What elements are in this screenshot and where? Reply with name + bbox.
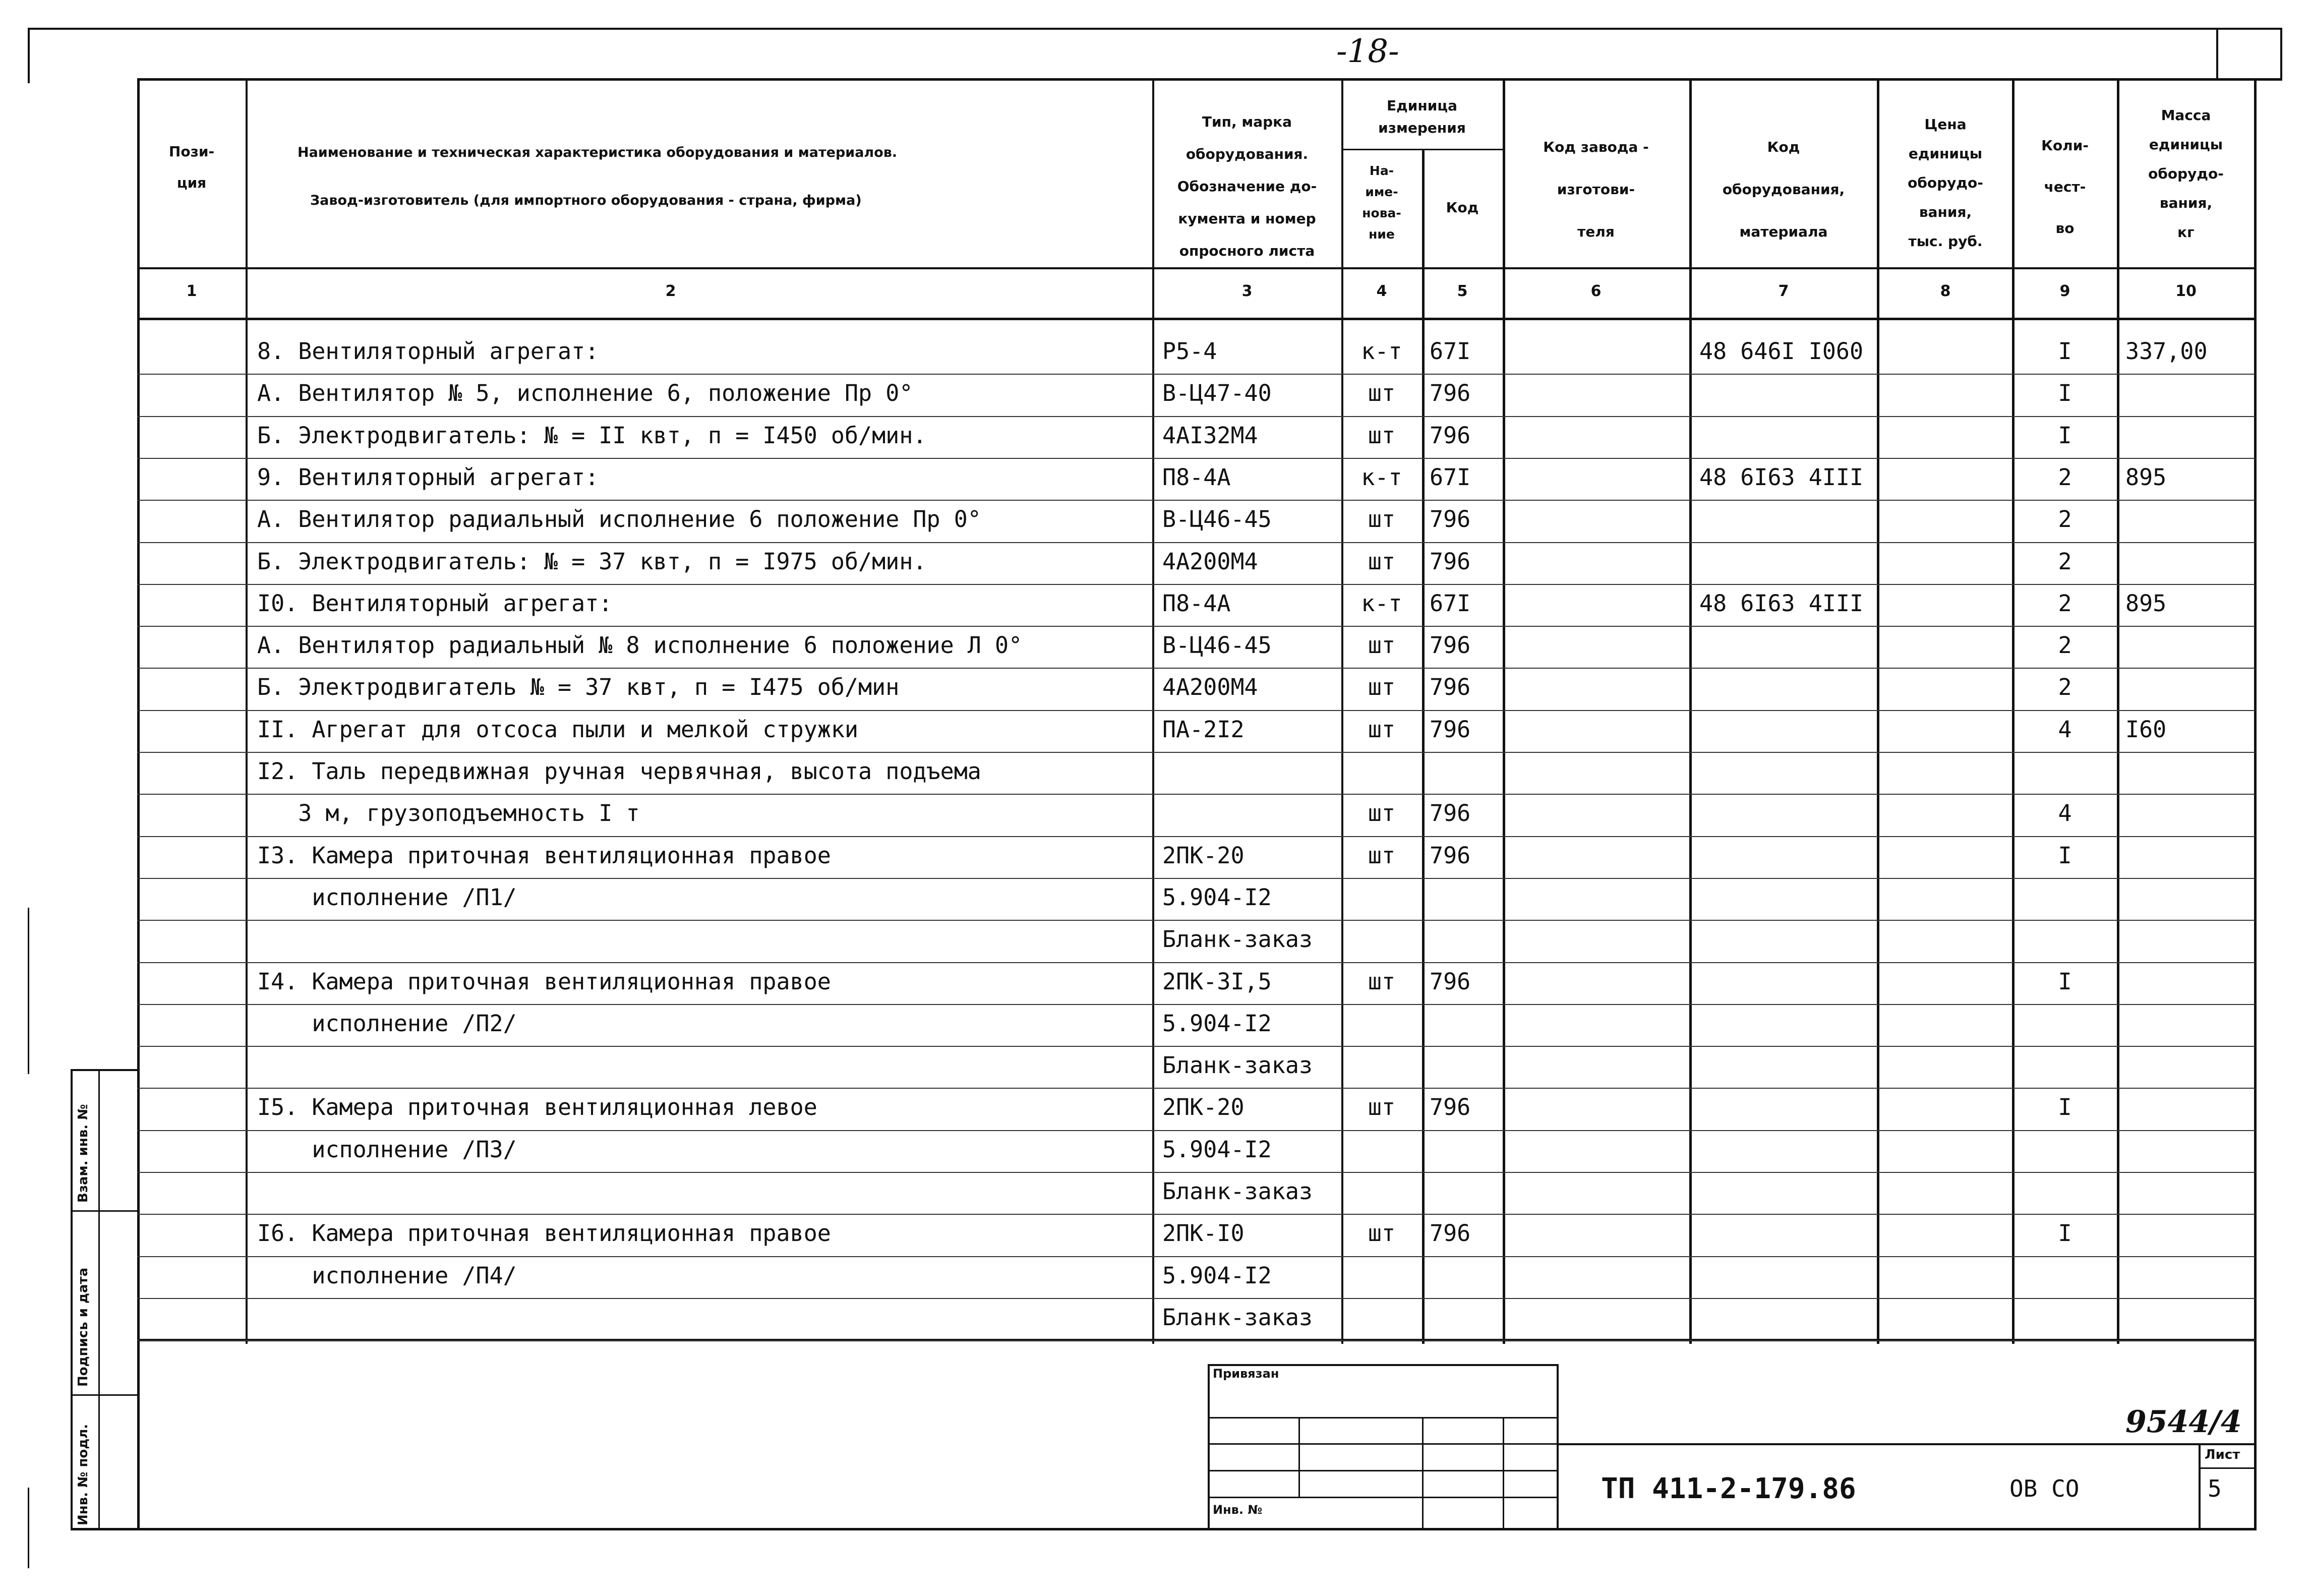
row-quantity: I <box>2058 968 2072 995</box>
header-col7: Код оборудования, материала <box>1722 139 1845 240</box>
header-col9: Коли- чест- во <box>2041 137 2089 237</box>
row-divider <box>137 500 2255 501</box>
row-divider <box>137 1004 2255 1005</box>
row-type: П8-4А <box>1162 464 1231 491</box>
header-unit-group: Единица измерения <box>1378 97 1466 136</box>
stamp-box-top <box>1208 1364 1558 1366</box>
stamp-box-left <box>1208 1364 1210 1530</box>
header-col2: Наименование и техническая характеристика оборудования и материалов. Завод-изготовитель (для импортного оборудования - страна, фирма) <box>298 145 898 208</box>
row-divider <box>137 1340 2255 1341</box>
row-name: А. Вентилятор № 5, исполнение 6, положение Пр 0° <box>257 380 913 406</box>
row-quantity: 2 <box>2058 506 2072 533</box>
row-equipment-code: 48 6I63 4III <box>1699 590 1864 617</box>
page-number: -18- <box>1336 33 1399 70</box>
sheet-label: Лист <box>2205 1447 2240 1462</box>
row-type: 5.904-I2 <box>1162 1010 1272 1037</box>
row-unit: к-т <box>1361 338 1402 365</box>
row-type: Бланк-заказ <box>1162 1052 1313 1079</box>
colnum-5: 5 <box>1457 282 1468 300</box>
row-mass: 895 <box>2125 464 2167 491</box>
row-name: А. Вентилятор радиальный № 8 исполнение 6 положение Л 0° <box>257 632 1023 659</box>
side-stamp-mid <box>98 1069 100 1530</box>
row-quantity: 4 <box>2058 716 2072 743</box>
row-type: В-Ц47-40 <box>1162 380 1272 406</box>
row-unit: к-т <box>1361 464 1402 491</box>
row-unit-code: 67I <box>1430 590 1471 617</box>
header-bottom-line <box>137 267 2255 269</box>
stamp-line-4 <box>1208 1497 1558 1498</box>
row-equipment-code: 48 6I63 4III <box>1699 464 1864 491</box>
header-col6: Код завода - изготови- теля <box>1543 139 1649 240</box>
row-unit-code: 796 <box>1430 800 1471 826</box>
row-unit-code: 796 <box>1430 506 1471 533</box>
row-type: 5.904-I2 <box>1162 1136 1272 1163</box>
row-name: 8. Вентиляторный агрегат: <box>257 338 599 365</box>
header-col1: Пози- ция <box>168 143 215 191</box>
side-stamp-top <box>71 1069 139 1071</box>
row-unit: шт <box>1368 506 1396 533</box>
row-unit: шт <box>1368 842 1396 869</box>
row-divider <box>137 1256 2255 1257</box>
row-name: А. Вентилятор радиальный исполнение 6 положение Пр 0° <box>257 506 981 533</box>
row-type: 2ПК-3I,5 <box>1162 968 1272 995</box>
row-unit-code: 796 <box>1430 422 1471 449</box>
side-label-podpis: Подпись и дата <box>76 1267 91 1387</box>
row-type: П8-4А <box>1162 590 1231 617</box>
row-mass: I60 <box>2125 716 2167 743</box>
colnum-6: 6 <box>1590 282 1602 300</box>
sheet-box-mid <box>2199 1467 2255 1469</box>
row-name: I4. Камера приточная вентиляционная правое <box>257 968 831 995</box>
row-unit-code: 67I <box>1430 338 1471 365</box>
row-divider <box>137 542 2255 543</box>
row-type: 5.904-I2 <box>1162 884 1272 911</box>
row-type: 2ПК-I0 <box>1162 1220 1245 1247</box>
outer-frame-left <box>28 28 30 83</box>
row-quantity: 4 <box>2058 800 2072 826</box>
main-frame-left <box>137 78 140 1530</box>
row-divider <box>137 962 2255 963</box>
main-frame-bottom <box>71 1528 2257 1530</box>
header-col10: Масса единицы оборудо- вания, кг <box>2148 107 2224 241</box>
row-quantity: I <box>2058 1094 2072 1120</box>
row-type: 4АI32М4 <box>1162 422 1258 449</box>
doc-code: ТП 411-2-179.86 <box>1601 1472 1856 1505</box>
row-quantity: 2 <box>2058 632 2072 659</box>
row-quantity: I <box>2058 380 2072 406</box>
row-name: Б. Электродвигатель № = 37 квт, п = I475 об/мин <box>257 674 900 700</box>
unit-group-line <box>1341 149 1503 150</box>
colnum-4: 4 <box>1376 282 1387 300</box>
row-unit-code: 796 <box>1430 716 1471 743</box>
row-divider <box>137 1298 2255 1299</box>
row-unit-code: 796 <box>1430 1094 1471 1120</box>
margin-mark <box>28 908 29 1074</box>
stamp-vline-2 <box>1422 1417 1424 1530</box>
row-divider <box>137 584 2255 585</box>
row-type: 2ПК-20 <box>1162 842 1245 869</box>
row-divider <box>137 1130 2255 1131</box>
row-quantity: I <box>2058 842 2072 869</box>
row-unit-code: 796 <box>1430 674 1471 700</box>
row-divider <box>137 1088 2255 1089</box>
row-type: 5.904-I2 <box>1162 1262 1272 1289</box>
row-type: В-Ц46-45 <box>1162 506 1272 533</box>
row-unit: шт <box>1368 422 1396 449</box>
row-unit: шт <box>1368 380 1396 406</box>
row-name: исполнение /П3/ <box>257 1136 517 1163</box>
row-quantity: I <box>2058 338 2072 365</box>
row-unit: шт <box>1368 632 1396 659</box>
archive-number: 9544/4 <box>2125 1404 2242 1440</box>
row-quantity: 2 <box>2058 464 2072 491</box>
row-name: I6. Камера приточная вентиляционная правое <box>257 1220 831 1247</box>
row-quantity: I <box>2058 422 2072 449</box>
row-quantity: 2 <box>2058 674 2072 700</box>
title-block-top <box>1557 1443 2255 1445</box>
stamp-inv-no: Инв. № <box>1213 1503 1263 1517</box>
row-type: Р5-4 <box>1162 338 1217 365</box>
side-stamp-left <box>71 1069 73 1530</box>
row-divider <box>137 374 2255 375</box>
colnum-9: 9 <box>2059 282 2070 300</box>
row-unit: шт <box>1368 800 1396 826</box>
row-quantity: I <box>2058 1220 2072 1247</box>
stamp-vline-1 <box>1298 1417 1300 1498</box>
row-name: Б. Электродвигатель: № = 37 квт, п = I975 об/мин. <box>257 548 927 575</box>
row-name: исполнение /П4/ <box>257 1262 517 1289</box>
row-divider <box>137 1214 2255 1215</box>
row-unit: шт <box>1368 1220 1396 1247</box>
row-unit: к-т <box>1361 590 1402 617</box>
header-col3: Тип, марка оборудования. Обозначение до- кумента и номер опросного листа <box>1177 113 1317 259</box>
row-name: II. Агрегат для отсоса пыли и мелкой стружки <box>257 716 859 743</box>
colnum-bottom-line <box>137 318 2255 320</box>
section-code: ОВ СО <box>2009 1475 2080 1502</box>
sheet-number: 5 <box>2208 1475 2222 1502</box>
row-divider <box>137 416 2255 417</box>
colnum-1: 1 <box>186 282 197 300</box>
colnum-3: 3 <box>1241 282 1253 300</box>
row-divider <box>137 752 2255 753</box>
row-divider <box>137 1172 2255 1173</box>
row-unit-code: 796 <box>1430 842 1471 869</box>
row-divider <box>137 920 2255 921</box>
side-label-inv: Инв. № подл. <box>76 1424 91 1525</box>
row-unit-code: 796 <box>1430 632 1471 659</box>
row-equipment-code: 48 646I I060 <box>1699 338 1864 365</box>
row-name: I0. Вентиляторный агрегат: <box>257 590 613 617</box>
row-unit: шт <box>1368 548 1396 575</box>
side-stamp-div-2 <box>71 1394 139 1396</box>
stamp-line-1 <box>1208 1417 1558 1418</box>
row-name: I5. Камера приточная вентиляционная левое <box>257 1094 817 1120</box>
corner-box-right <box>2280 28 2282 81</box>
row-type: 4А200М4 <box>1162 548 1258 575</box>
row-divider <box>137 668 2255 669</box>
row-type: ПА-2I2 <box>1162 716 1245 743</box>
header-col4: На- име- нова- ние <box>1362 163 1401 242</box>
sheet-box-left <box>2199 1443 2201 1529</box>
row-divider <box>137 710 2255 711</box>
row-divider <box>137 836 2255 837</box>
row-type: 4А200М4 <box>1162 674 1258 700</box>
outer-frame-top <box>28 28 2282 30</box>
stamp-privyazan: Привязан <box>1213 1367 1279 1381</box>
stamp-vline-3 <box>1503 1417 1504 1530</box>
row-quantity: 2 <box>2058 590 2072 617</box>
row-unit: шт <box>1368 716 1396 743</box>
stamp-line-3 <box>1208 1470 1558 1471</box>
row-divider <box>137 878 2255 879</box>
header-col5: Код <box>1446 199 1479 216</box>
row-divider <box>137 626 2255 627</box>
row-name: I3. Камера приточная вентиляционная правое <box>257 842 831 869</box>
stamp-box-right <box>1557 1364 1559 1530</box>
row-mass: 337,00 <box>2125 338 2208 365</box>
row-unit: шт <box>1368 968 1396 995</box>
row-divider <box>137 458 2255 459</box>
col-line-4 <box>1422 149 1425 1344</box>
row-unit: шт <box>1368 1094 1396 1120</box>
main-frame-right <box>2254 78 2257 1530</box>
row-name: I2. Таль передвижная ручная червячная, высота подъема <box>257 758 981 785</box>
row-name: 9. Вентиляторный агрегат: <box>257 464 599 491</box>
side-label-vzam: Взам. инв. № <box>76 1104 91 1203</box>
row-mass: 895 <box>2125 590 2167 617</box>
row-unit-code: 796 <box>1430 548 1471 575</box>
corner-box-left <box>2216 28 2218 81</box>
row-unit-code: 796 <box>1430 1220 1471 1247</box>
row-quantity: 2 <box>2058 548 2072 575</box>
colnum-10: 10 <box>2175 282 2197 300</box>
row-divider <box>137 794 2255 795</box>
row-unit: шт <box>1368 674 1396 700</box>
colnum-8: 8 <box>1940 282 1951 300</box>
row-type: В-Ц46-45 <box>1162 632 1272 659</box>
row-name: исполнение /П2/ <box>257 1010 517 1037</box>
row-type: Бланк-заказ <box>1162 926 1313 953</box>
row-unit-code: 67I <box>1430 464 1471 491</box>
row-divider <box>137 1046 2255 1047</box>
row-name: исполнение /П1/ <box>257 884 517 911</box>
row-unit-code: 796 <box>1430 380 1471 406</box>
row-name: Б. Электродвигатель: № = II квт, п = I450 об/мин. <box>257 422 927 449</box>
main-frame-top <box>137 78 2280 81</box>
row-type: Бланк-заказ <box>1162 1304 1313 1331</box>
side-stamp-div-1 <box>71 1210 139 1212</box>
colnum-2: 2 <box>665 282 676 300</box>
row-type: Бланк-заказ <box>1162 1178 1313 1205</box>
row-name: 3 м, грузоподъемность I т <box>257 800 640 826</box>
margin-mark-2 <box>28 1488 29 1568</box>
header-col8: Цена единицы оборудо- вания, тыс. руб. <box>1908 116 1983 250</box>
row-type: 2ПК-20 <box>1162 1094 1245 1120</box>
stamp-line-2 <box>1208 1443 1558 1445</box>
row-unit-code: 796 <box>1430 968 1471 995</box>
colnum-7: 7 <box>1778 282 1789 300</box>
